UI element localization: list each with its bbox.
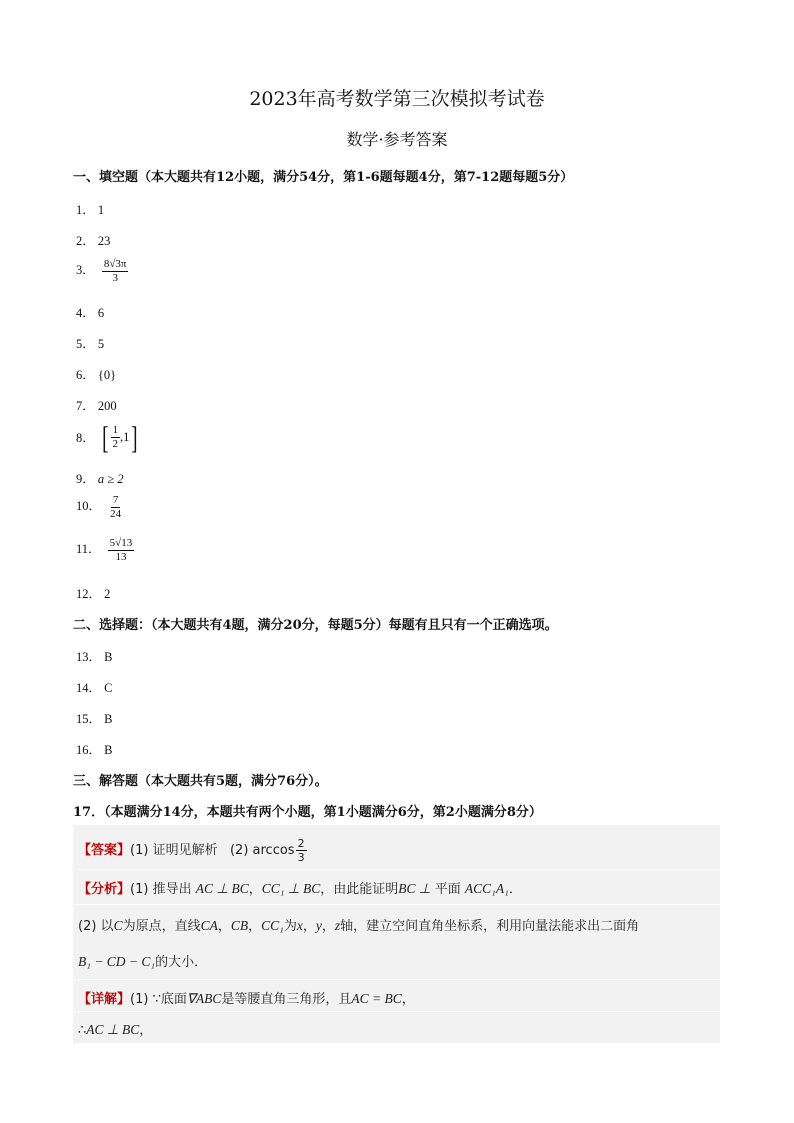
divider bbox=[73, 904, 720, 905]
answer-7: 7． 200 bbox=[76, 399, 117, 413]
analysis-line-2: (2) 以C为原点，直线CA，CB，CC₁为x，y，z轴，建立空间直角坐标系，利用向量法能求出二面角 bbox=[78, 918, 640, 934]
divider bbox=[73, 1011, 720, 1012]
fraction: $\frac{5√13}{13}$ bbox=[109, 537, 133, 563]
answer-4: 4． 6 bbox=[76, 306, 105, 320]
answer-15: 15． B bbox=[76, 712, 113, 726]
answer-line: 【答案】(1) 证明见解析 (2) arccos $\frac{2}{3}$ bbox=[78, 837, 305, 864]
section-heading-solution: 三、解答题（本大题共有5题，满分76分）。 bbox=[73, 774, 328, 789]
section-heading-choice: 二、选择题：（本大题共有4题，满分20分，每题5分）每题有且只有一个正确选项。 bbox=[73, 618, 558, 633]
page-title: 2023年高考数学第三次模拟考试卷 bbox=[249, 88, 545, 110]
answer-6: 6． {0} bbox=[76, 368, 117, 382]
fraction: $\frac{8√3\pi}{3}$ bbox=[103, 258, 127, 284]
interval-bracket: [ $\frac{1}{2}$ ,1 ] bbox=[102, 419, 138, 455]
fraction: $\frac{2}{3}$ bbox=[297, 837, 305, 864]
answer-1: 1． 1 bbox=[76, 203, 105, 217]
answer-9: 9． a ≥ 2 bbox=[76, 472, 124, 486]
divider bbox=[73, 979, 720, 980]
answer-5: 5． 5 bbox=[76, 337, 105, 351]
page-subtitle: 数学·参考答案 bbox=[346, 130, 448, 149]
answer-3: 3． $\frac{8√3\pi}{3}$ bbox=[76, 258, 127, 284]
section-heading-fill: 一、填空题（本大题共有12小题，满分54分，第1-6题每题4分，第7-12题每题5分） bbox=[73, 170, 574, 185]
detail-line-1: 【详解】(1) ∵底面∇ABC是等腰直角三角形，且AC = BC， bbox=[78, 991, 415, 1007]
answer-14: 14． C bbox=[76, 681, 113, 695]
answer-12: 12． 2 bbox=[76, 587, 111, 601]
divider bbox=[73, 869, 720, 870]
answer-8: 8． [ $\frac{1}{2}$ ,1 ] bbox=[76, 421, 140, 453]
answer-13: 13． B bbox=[76, 650, 113, 664]
fraction: $\frac{7}{24}$ bbox=[110, 494, 122, 520]
analysis-line-1: 【分析】(1) 推导出 AC ⊥ BC，CC₁ ⊥ BC，由此能证明BC ⊥ 平面 ACC₁A₁． bbox=[78, 881, 522, 897]
answer-2: 2． 23 bbox=[76, 234, 111, 248]
analysis-line-3: B₁ − CD − C₁的大小． bbox=[78, 954, 208, 970]
detail-line-2: ∴AC ⊥ BC， bbox=[78, 1022, 153, 1038]
answer-11: 11． $\frac{5√13}{13}$ bbox=[76, 537, 133, 563]
question-17-heading: 17．（本题满分14分，本题共有两个小题，第1小题满分6分，第2小题满分8分） bbox=[73, 805, 542, 820]
answer-10: 10． $\frac{7}{24}$ bbox=[76, 494, 122, 520]
answer-16: 16． B bbox=[76, 743, 113, 757]
